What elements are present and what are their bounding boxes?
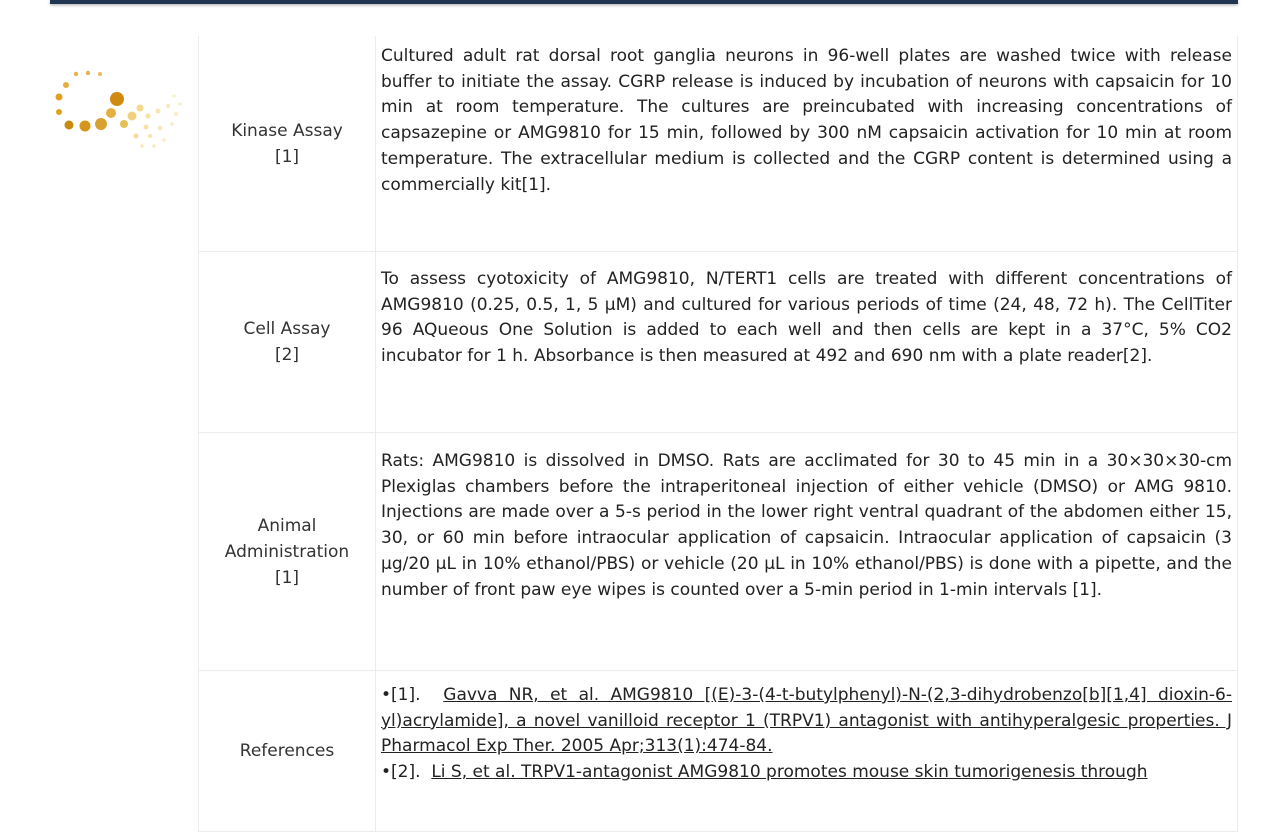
table-row-animal-administration (199, 433, 1238, 671)
reference-item (381, 760, 1232, 786)
table-row-cell-assay (199, 252, 1238, 433)
row-label-animal-administration (199, 433, 376, 671)
company-logo (50, 64, 190, 159)
row-content-animal-administration: Rats: AMG9810 is dissolved in DMSO. Rats are acclimated for 30 to 45 min in a 30×30×30-cm Plexiglas chambers before the intraperitoneal injection of either vehicle (DMSO) or AMG 9810. Injections are made over a 5-s period in the lower right ventral quadrant of the abdomen either 15, 30, or 60 min before intraocular application of capsaicin. Intraocular application of capsaicin (3 μg/20 μL in 10% ethanol/PBS) or vehicle (20 μL in 10% ethanol/PBS) is done with a pipette, and the number of front paw eye wipes is counted over a 5-min period in 1-min intervals [1]. (376, 433, 1238, 671)
table-row-kinase-assay (199, 36, 1238, 252)
row-label-kinase-assay (199, 36, 376, 252)
row-label-line: [1] (274, 146, 300, 167)
table-row-references (199, 671, 1238, 832)
row-label-cell-assay (199, 252, 376, 433)
reference-prefix: •[1]. (381, 685, 421, 705)
reference-item (381, 683, 1232, 760)
row-label-line: Kinase Assay (231, 120, 343, 141)
row-label-line: [2] (274, 345, 300, 365)
reference-prefix: •[2]. (381, 762, 421, 783)
row-label-line: Administration (224, 541, 350, 562)
row-content-kinase-assay: Cultured adult rat dorsal root ganglia neurons in 96-well plates are washed twice with release buffer to initiate the assay. CGRP release is induced by incubation of neurons with capsaicin for 10 min at room temperature. The cultures are preincubated with increasing concentrations of capsazepine or AMG9810 for 15 min, followed by 300 nM capsaicin activation for 10 min at room temperature. The extracellular medium is collected and the CGRP content is determined using a commercially kit[1]. (376, 36, 1238, 252)
references-list (376, 671, 1238, 832)
reference-link[interactable]: Li S, et al. TRPV1-antagonist AMG9810 promotes mouse skin tumorigenesis through (431, 762, 1148, 783)
row-label-line: Animal (257, 515, 317, 536)
protocol-table (198, 36, 1238, 832)
header-bar (50, 0, 1238, 4)
row-label-line: [1] (274, 567, 300, 588)
row-label-line: Cell Assay (243, 319, 331, 339)
row-content-cell-assay: To assess cyotoxicity of AMG9810, N/TERT1 cells are treated with different concentrations of AMG9810 (0.25, 0.5, 1, 5 μM) and cultured for various periods of time (24, 48, 72 h). The CellTiter 96 AQueous One Solution is added to each well and then cells are kept in a 37°C, 5% CO2 incubator for 1 h. Absorbance is then measured at 492 and 690 nm with a plate reader[2]. (376, 252, 1238, 433)
reference-link[interactable]: Gavva NR, et al. AMG9810 [(E)-3-(4-t-butylphenyl)-N-(2,3-dihydrobenzo[b][1,4] dioxin-6-yl)acrylamide], a novel vanilloid receptor 1 (TRPV1) antagonist with antihyperalgesic properties. J Pharmacol Exp Ther. 2005 Apr;313(1):474-84. (381, 685, 1232, 757)
row-label-references: References (199, 671, 376, 832)
